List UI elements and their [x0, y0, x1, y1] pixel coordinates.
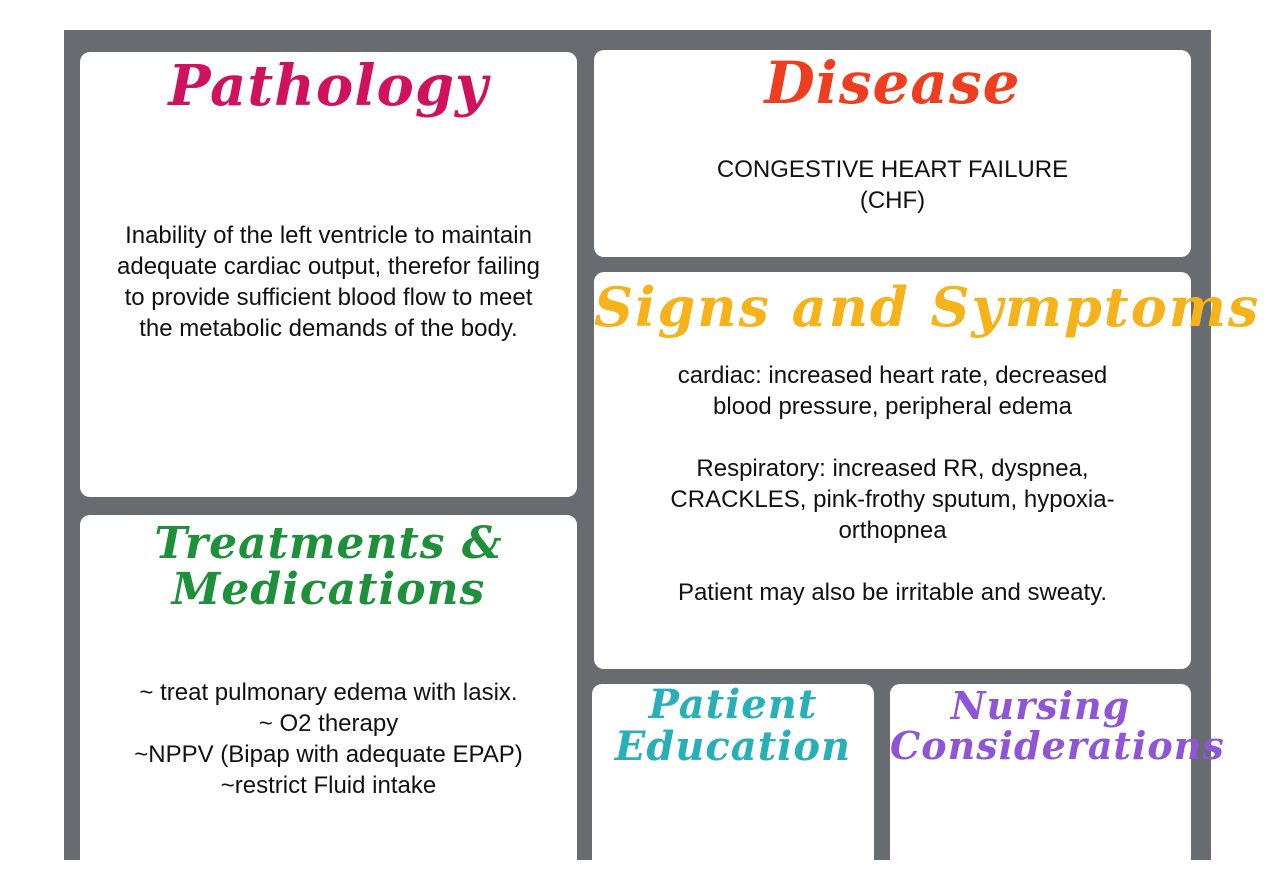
- nursing-heading-line2: Considerations: [890, 723, 1225, 768]
- treatments-card: [80, 515, 577, 875]
- pathology-text: [110, 220, 547, 344]
- pathology-description: Inability of the left ventricle to maintain adequate cardiac output, therefor failing to provide sufficient blood flow to meet the metabolic demands of the body.: [117, 222, 540, 342]
- nursing-considerations-card: [890, 683, 1225, 884]
- treatments-list: [120, 677, 537, 801]
- pathology-card: [80, 52, 577, 497]
- treatments-heading: [80, 518, 577, 615]
- treatments-heading-line1: Treatments &: [154, 518, 503, 569]
- disease-heading: Disease: [764, 49, 1021, 117]
- signs-symptoms-card: [594, 272, 1261, 669]
- patient-education-heading-line1: Patient: [648, 681, 818, 728]
- disease-name: CONGESTIVE HEART FAILURE: [716, 156, 1069, 183]
- treatment-item: ~NPPV (Bipap with adequate EPAP): [134, 741, 523, 768]
- patient-education-heading: [592, 681, 874, 770]
- patient-education-heading-line2: Education: [614, 723, 852, 770]
- disease-text: [614, 154, 1171, 216]
- respiratory-signs: Respiratory: increased RR, dyspnea, CRACKLES, pink-frothy sputum, hypoxia- orthopnea: [670, 455, 1115, 544]
- nursing-heading-line1: Nursing: [950, 683, 1131, 728]
- pathology-heading: Pathology: [168, 53, 489, 119]
- patient-education-card: [592, 681, 874, 884]
- nursing-considerations-heading: [890, 683, 1225, 768]
- signs-symptoms-heading: Signs and Symptoms: [594, 275, 1261, 339]
- disease-card: [594, 50, 1191, 257]
- disease-abbreviation: (CHF): [859, 187, 926, 214]
- cardiac-signs: cardiac: increased heart rate, decreased blood pressure, peripheral edema: [677, 362, 1108, 420]
- other-signs: Patient may also be irritable and sweaty.: [677, 579, 1108, 606]
- treatment-item: ~restrict Fluid intake: [220, 772, 437, 799]
- treatments-heading-line2: Medications: [171, 564, 486, 615]
- treatment-item: ~ treat pulmonary edema with lasix.: [139, 679, 518, 706]
- signs-symptoms-text: [614, 360, 1171, 608]
- treatment-item: ~ O2 therapy: [258, 710, 399, 737]
